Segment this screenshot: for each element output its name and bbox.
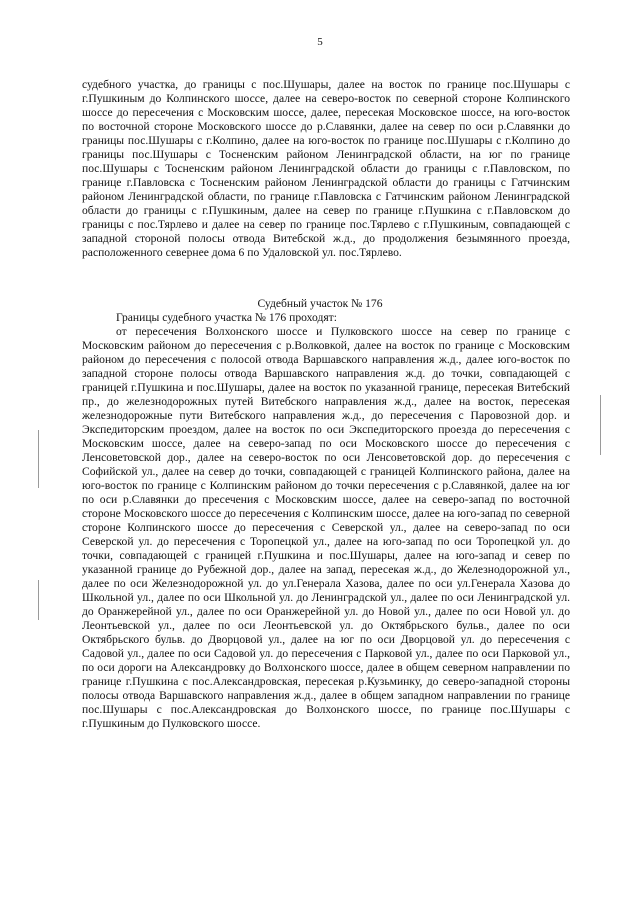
scan-artifact-line	[38, 430, 39, 488]
scan-artifact-line	[38, 580, 39, 620]
section-intro: Границы судебного участка № 176 проходят:	[116, 311, 337, 324]
section-heading: Судебный участок № 176	[257, 297, 383, 310]
paragraph-continuation: судебного участка, до границы с пос.Шушары, далее на восток по границе пос.Шушары с г.Пушкиным до Колпинского шоссе, далее на северо-восток по северной стороне Колпинского шоссе до пересечения с Московским шоссе, далее, пересекая Московское шоссе, на юго-восток по восточной стороне Московского шоссе до р.Славянки, далее на север по оси р.Славянки до границы пос.Шушары с г.Колпино, далее на юго-восток по границе пос.Шушары с г.Колпино до границы пос.Шушары с Тосненским районом Ленинградской области, на юг по границе пос.Шушары с Тосненским районом Ленинградской области до границы с г.Павловском, по границе г.Павловска с Тосненским районом Ленинградской области до границы с Гатчинским районом Ленинградской области, по границе г.Павловска с Гатчинским районом Ленинградской области до границы с г.Пушкиным, далее на север по границе г.Пушкина с г.Павловском до границы с пос.Тярлево и далее на север по границе пос.Тярлево с г.Пушкиным, совпадающей с западной стороной полосы отвода Витебской ж.д., до продолжения безымянного проезда, расположенного севернее дома 6 по Удаловской ул. пос.Тярлево.	[82, 78, 570, 259]
section-body	[82, 311, 570, 731]
page-number: 5	[317, 36, 323, 48]
boundary-description: от пересечения Волхонского шоссе и Пулковского шоссе на север по границе с Московским районом до пересечения с р.Волковкой, далее на восток по границе с Московским районом до пересечения с полосой отвода Варшавского направления ж.д., далее юго-восток по западной стороне полосы отвода Варшавского направления ж.д. до точки, совпадающей с границей г.Пушкина и пос.Шушары, далее на восток по указанной границе, пересекая Витебский пр., до железнодорожных путей Витебского направления ж.д., далее на восток, пересекая железнодорожные пути Витебского направления ж.д., до пересечения с Паровозной дор. и Экспедиторским проездом, далее на восток по оси Экспедиторского проезда до пересечения с Московским шоссе, далее на северо-запад по оси Московского шоссе до пересечения с Ленсоветовской дор., далее на северо-восток по оси Ленсоветовской дор. до пересечения с Софийской ул., далее на север до точки, совпадающей с границей Колпинского района, далее на юго-восток по границе с Колпинским районом до точки пересечения с р.Славянкой, далее на юг по оси р.Славянки до пресечения с Московским шоссе, далее на северо-запад по восточной стороне Московского шоссе до пересечения с Колпинским шоссе, далее на юго-запад по северной стороне Колпинского шоссе до пересечения с Северской ул., далее на северо-запад по оси Северской ул. до пересечения с Торопецкой ул., далее на юго-запад по оси Торопецкой ул. до точки, совпадающей с границей г.Пушкина и пос.Шушары, далее на юго-запад и север по указанной границе до Рубежной дор., далее на запад, пересекая ж.д., до Железнодорожной ул., далее по оси Железнодорожной ул. до ул.Генерала Хазова, далее по оси ул.Генерала Хазова до Школьной ул., далее по оси Школьной ул. до Ленинградской ул., далее по оси Ленинградской ул. до Оранжерейной ул., далее по оси Оранжерейной ул. до Новой ул., далее по оси Новой ул. до Леонтьевской ул., далее по оси Леонтьевской ул. до Октябрьского бульв., далее по оси Октябрьского бульв. до Дворцовой ул., далее на юг по оси Дворцовой ул. до пересечения с Садовой ул., далее по оси Садовой ул. до пересечения с Парковой ул., далее по оси Парковой ул., по оси дороги на Александровку до Волхонского шоссе, далее в общем северном направлении по границе г.Пушкина с пос.Александровская, пересекая р.Кузьминку, до северо-западной стороны полосы отвода Варшавского направления ж.д., далее в общем западном направлении по границе пос.Шушары с пос.Александровская до Волхонского шоссе, по границе пос.Шушары с г.Пушкиным до Пулковского шоссе.	[82, 325, 570, 730]
scan-artifact-line	[600, 395, 601, 455]
